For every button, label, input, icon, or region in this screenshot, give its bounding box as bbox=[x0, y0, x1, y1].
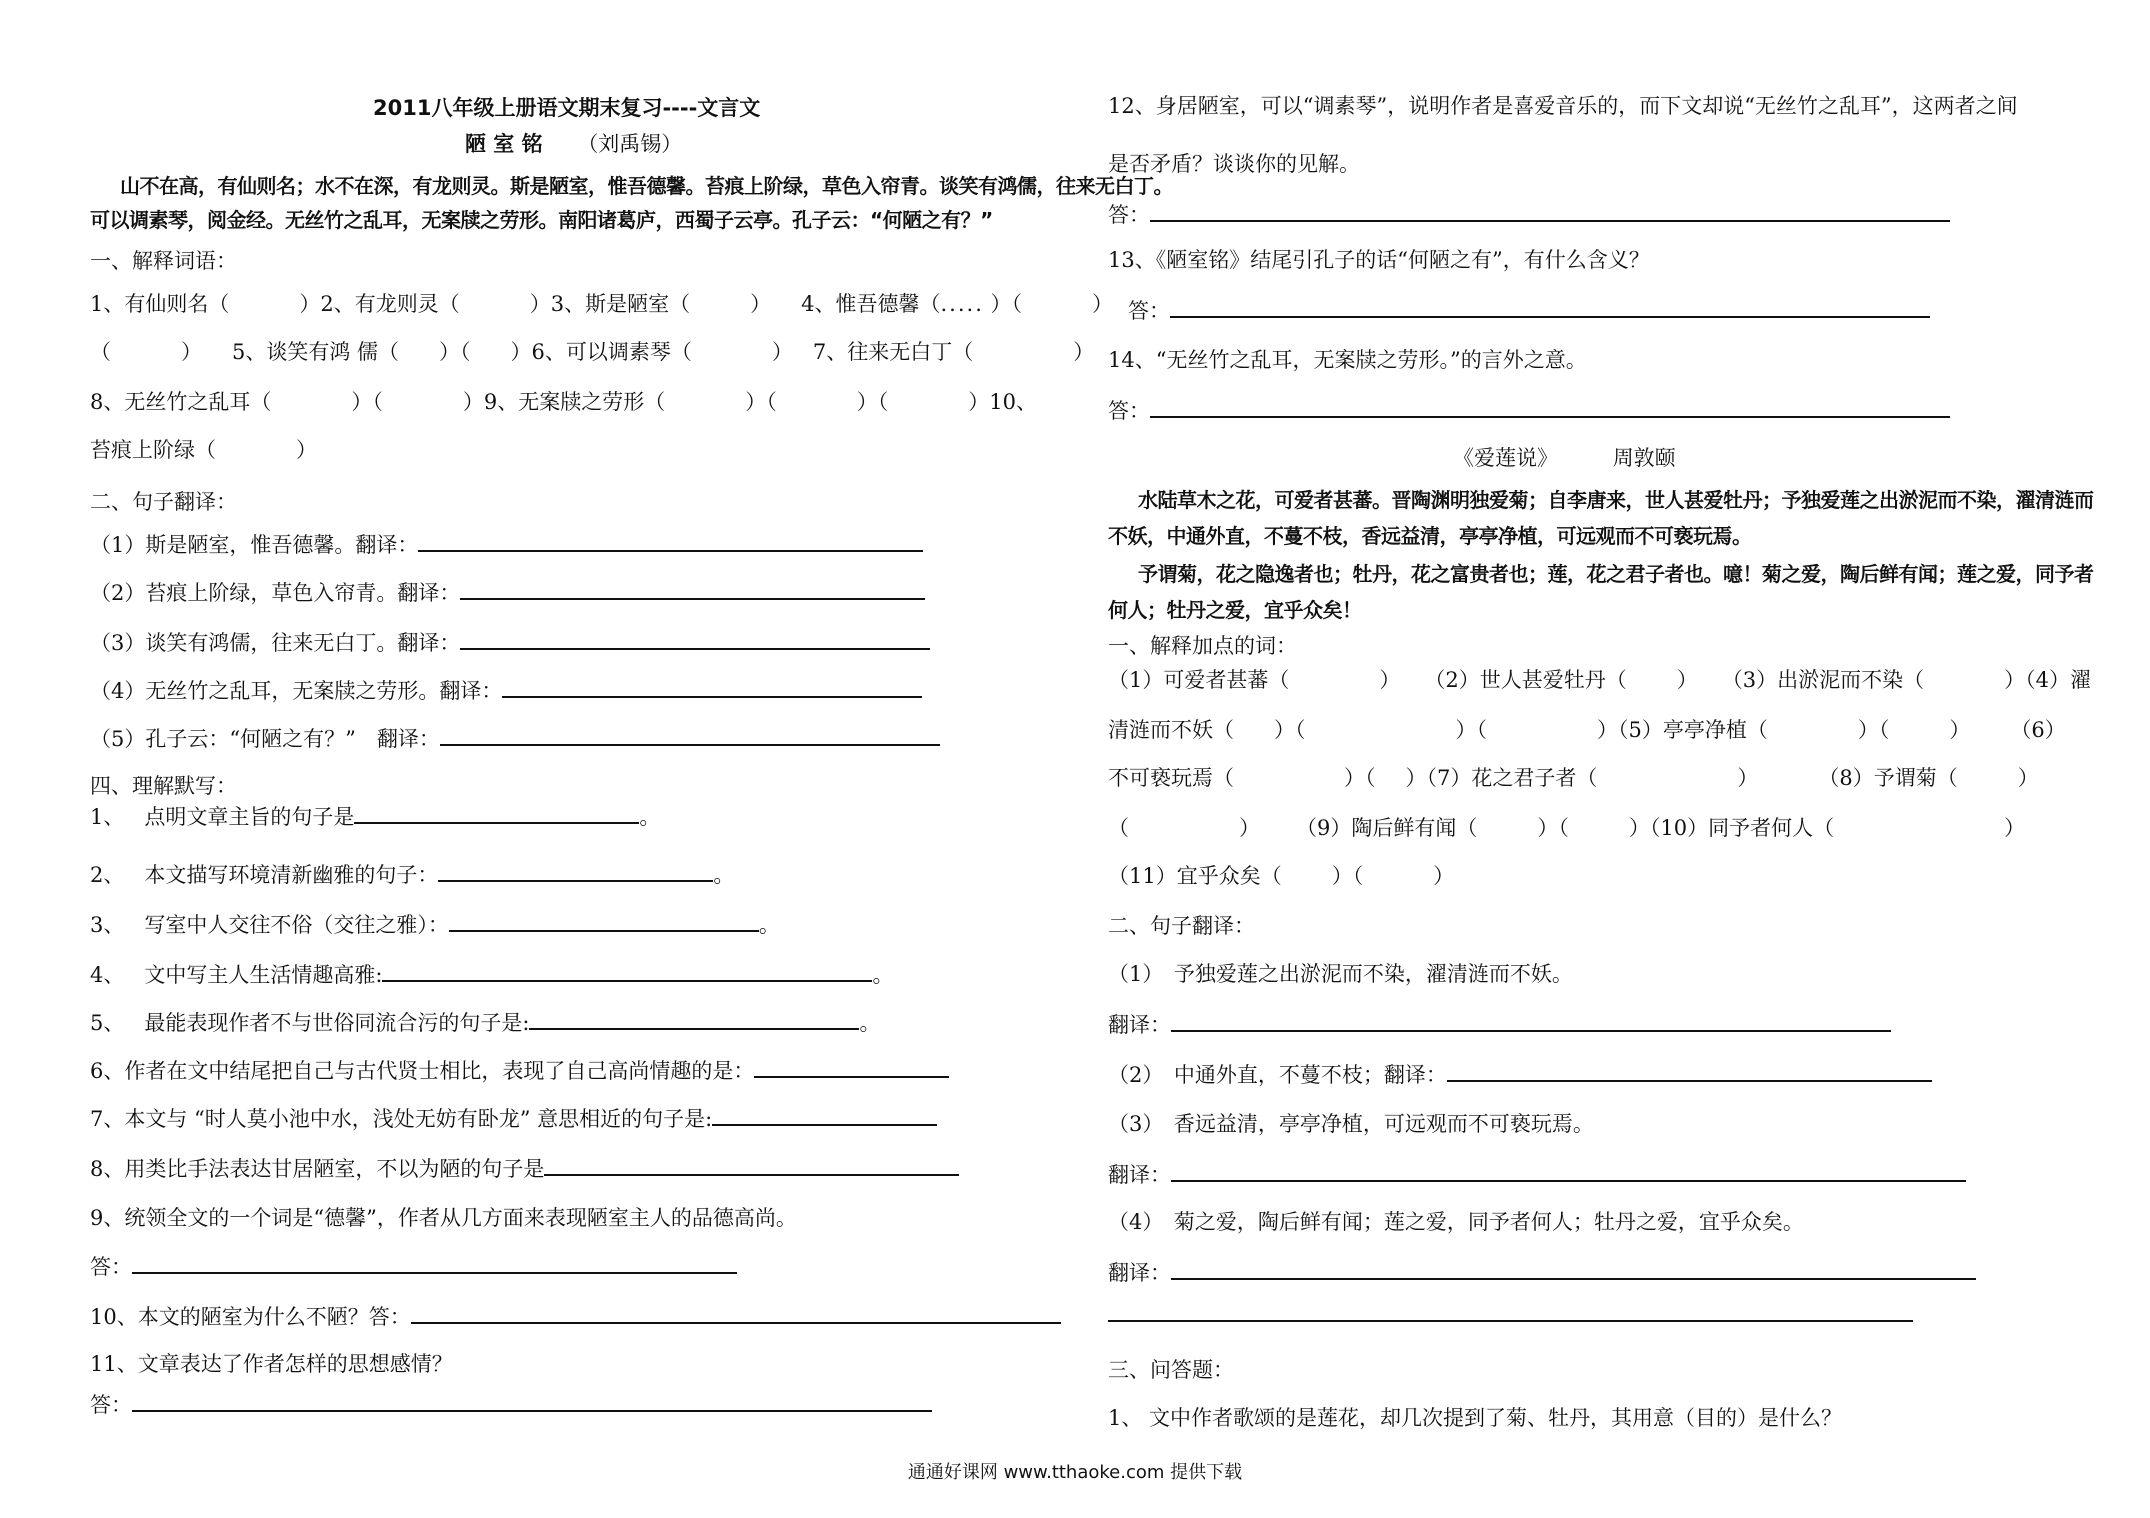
translation-answer-3 bbox=[1108, 1160, 1966, 1189]
word-item: ）（ bbox=[1274, 718, 1306, 742]
vocab-item: ）3、斯是陋室（ bbox=[529, 292, 691, 316]
word-row-5 bbox=[1108, 862, 1454, 890]
lotus-author: 周敦颐 bbox=[1612, 446, 1676, 470]
answer-blank[interactable] bbox=[382, 960, 872, 982]
lotus-title: 《爱莲说》 bbox=[1453, 446, 1558, 470]
answer-14 bbox=[1108, 396, 1950, 425]
answer-blank[interactable] bbox=[1171, 1258, 1976, 1280]
vocab-item: ） bbox=[771, 340, 793, 364]
vocab-row-4 bbox=[90, 436, 317, 464]
section-heading: 一、解释加点的词： bbox=[1108, 634, 1297, 658]
lotus-passage-line-2: 不妖，中通外直，不蔓不枝，香远益清，亭亭净植，可远观而不可亵玩焉。 bbox=[1108, 524, 1752, 548]
answer-blank[interactable] bbox=[411, 1302, 1061, 1324]
question-14: 14、“无丝竹之乱耳，无案牍之劳形。”的言外之意。 bbox=[1108, 348, 1587, 372]
footer-credit: 通通好课网 www.tthaoke.com 提供下载 bbox=[907, 1462, 1243, 1483]
answer-blank[interactable] bbox=[1150, 396, 1950, 418]
word-item: （ bbox=[1108, 816, 1129, 840]
dictation-prompt: 点明文章主旨的句子是 bbox=[144, 805, 355, 829]
answer-9 bbox=[90, 1252, 737, 1281]
answer-blank[interactable] bbox=[754, 1056, 949, 1078]
word-item: ）（ bbox=[1331, 864, 1364, 888]
vocab-item: 1、有仙则名（ bbox=[90, 292, 230, 316]
dictation-prompt: 文中写主人生活情趣高雅: bbox=[144, 963, 383, 987]
passage-line-2: 可以调素琴，阅金经。无丝竹之乱耳，无案牍之劳形。南阳诸葛庐，西蜀子云亭。孔子云：“何陋之有？” bbox=[90, 208, 993, 232]
word-row-4 bbox=[1108, 814, 2025, 842]
answer-blank[interactable] bbox=[712, 1104, 937, 1126]
section-heading: 二、句子翻译： bbox=[1108, 914, 1255, 938]
page-heading: 2011八年级上册语文期末复习----文言文 bbox=[373, 96, 761, 120]
translation-item bbox=[90, 578, 925, 607]
answer-blank[interactable] bbox=[440, 724, 940, 746]
lotus-passage-line-1: 水陆草木之花，可爱者甚蕃。晋陶渊明独爱菊；自李唐来，世人甚爱牡丹；予独爱莲之出淤泥而不染，濯清涟而 bbox=[1138, 488, 2094, 512]
question-8 bbox=[90, 1154, 959, 1183]
word-item: ） bbox=[1737, 766, 1759, 790]
word-item: （11）宜乎众矣（ bbox=[1108, 864, 1282, 888]
answer-label: 答： bbox=[1128, 299, 1170, 323]
vocab-item: ）10、 bbox=[968, 390, 1037, 414]
vocab-item: ）（ bbox=[856, 390, 889, 414]
word-item: ）（7）花之君子者（ bbox=[1405, 766, 1598, 790]
qa-question-1: 1、 文中作者歌颂的是莲花，却几次提到了菊、牡丹，其用意（目的）是什么？ bbox=[1108, 1406, 1843, 1430]
answer-label: 翻译： bbox=[1108, 1163, 1171, 1187]
answer-blank[interactable] bbox=[502, 676, 922, 698]
answer-blank[interactable] bbox=[438, 860, 713, 882]
item-number: 5、 bbox=[90, 1011, 125, 1035]
word-item: ）（ bbox=[1857, 718, 1890, 742]
translation-sentence-4: （4） 菊之爱，陶后鲜有闻；莲之爱，同予者何人；牡丹之爱，宜乎众矣。 bbox=[1108, 1210, 1804, 1234]
vocab-item: ）（ bbox=[990, 292, 1022, 316]
question-text: 8、用类比手法表达甘居陋室，不以为陋的句子是 bbox=[90, 1157, 545, 1181]
translation-item bbox=[90, 676, 922, 705]
vocab-item: ） bbox=[1092, 292, 1113, 316]
vocab-item: 4、惟吾德馨（ bbox=[801, 292, 941, 316]
answer-label: 翻译： bbox=[1108, 1261, 1171, 1285]
vocab-item: ） bbox=[181, 340, 202, 364]
translation-prompt: （5）孔子云：“何陋之有？” 翻译： bbox=[90, 727, 440, 751]
word-item: ）（ bbox=[1455, 718, 1487, 742]
vocab-item: ）（ bbox=[439, 340, 471, 364]
vocab-item: ）6、可以调素琴（ bbox=[510, 340, 692, 364]
item-number: 1、 bbox=[90, 805, 125, 829]
word-item: ）（4）濯 bbox=[2004, 668, 2091, 692]
answer-label: 翻译： bbox=[1108, 1013, 1171, 1037]
end-mark: 。 bbox=[872, 963, 894, 987]
dictation-prompt: 本文描写环境清新幽雅的句子： bbox=[144, 863, 439, 887]
lotus-passage-line-3: 予谓菊，花之隐逸者也；牡丹，花之富贵者也；莲，花之君子者也。噫！菊之爱，陶后鲜有闻；莲之爱，同予者 bbox=[1138, 562, 2094, 586]
word-item: （2）世人甚爱牡丹（ bbox=[1424, 668, 1627, 692]
lotus-passage-line-4: 何人；牡丹之爱，宜乎众矣！ bbox=[1108, 598, 1362, 622]
word-item: ） bbox=[2004, 816, 2026, 840]
word-row-1 bbox=[1108, 666, 2091, 694]
word-item: ） bbox=[1949, 718, 1971, 742]
vocab-row-2 bbox=[90, 338, 1094, 366]
vocab-item: ）（ bbox=[351, 390, 383, 414]
word-row-2 bbox=[1108, 716, 2066, 744]
section-heading: 一、解释词语： bbox=[90, 249, 237, 273]
section-heading: 四、理解默写： bbox=[90, 774, 237, 798]
item-number: 4、 bbox=[90, 963, 125, 987]
dictation-item bbox=[90, 960, 893, 989]
question-13: 13、《陋室铭》结尾引孔子的话“何陋之有”，有什么含义？ bbox=[1108, 248, 1650, 272]
vocab-item: ） bbox=[1073, 340, 1095, 364]
question-text: 10、本文的陋室为什么不陋？答： bbox=[90, 1305, 411, 1329]
question-10 bbox=[90, 1302, 1061, 1331]
dictation-item bbox=[90, 802, 660, 831]
word-item: （1）可爱者甚蕃（ bbox=[1108, 668, 1290, 692]
dictation-item bbox=[90, 1008, 880, 1037]
answer-blank[interactable] bbox=[460, 628, 930, 650]
translation-sentence-3: （3） 香远益清，亭亭净植，可远观而不可亵玩焉。 bbox=[1108, 1112, 1594, 1136]
word-item: 不可亵玩焉（ bbox=[1108, 766, 1234, 790]
word-item: ） bbox=[1379, 668, 1401, 692]
answer-label: 答： bbox=[90, 1255, 132, 1279]
lotus-title-line bbox=[1453, 444, 1676, 472]
answer-blank[interactable] bbox=[1171, 1160, 1966, 1182]
item-number: 3、 bbox=[90, 913, 125, 937]
dictation-prompt: 写室中人交往不俗（交往之雅）： bbox=[144, 913, 449, 937]
author: （刘禹锡） bbox=[577, 132, 683, 156]
vocab-row-1: 1、有仙则名（ ）2、有龙则灵（ ）3、斯是陋室（ ） 4、惟吾德馨（..... ）（ ） bbox=[90, 292, 1113, 316]
word-item: ） bbox=[1433, 864, 1455, 888]
word-item: ）（5）亭亭净植（ bbox=[1597, 718, 1768, 742]
vocab-item: 5、谈笑有鸿 儒（ bbox=[232, 340, 400, 364]
end-mark: 。 bbox=[713, 863, 735, 887]
vocab-row-3 bbox=[90, 388, 1037, 416]
answer-blank[interactable] bbox=[1170, 296, 1930, 318]
answer-blank[interactable] bbox=[1447, 1060, 1932, 1082]
end-mark: 。 bbox=[859, 1011, 881, 1035]
answer-blank[interactable] bbox=[354, 802, 639, 824]
question-12-line-1: 12、身居陋室，可以“调素琴”，说明作者是喜爱音乐的，而下文却说“无丝竹之乱耳”，这两者之间 bbox=[1108, 94, 2018, 118]
word-item: ）（ bbox=[1537, 816, 1569, 840]
end-mark: 。 bbox=[639, 805, 661, 829]
end-mark: 。 bbox=[758, 913, 780, 937]
vocab-item: ） bbox=[750, 292, 772, 316]
answer-blank[interactable] bbox=[132, 1252, 737, 1274]
question-6 bbox=[90, 1056, 949, 1085]
question-7 bbox=[90, 1104, 937, 1133]
vocab-item: ）9、无案牍之劳形（ bbox=[462, 390, 666, 414]
translation-answer-1 bbox=[1108, 1010, 1891, 1039]
extra-answer-line bbox=[1108, 1300, 1913, 1329]
answer-blank[interactable] bbox=[449, 910, 759, 932]
answer-blank[interactable] bbox=[460, 578, 925, 600]
vocab-item: 8、无丝竹之乱耳（ bbox=[90, 390, 272, 414]
vocab-item: 7、往来无白丁（ bbox=[812, 340, 974, 364]
answer-blank[interactable] bbox=[1150, 200, 1950, 222]
translation-sentence-2 bbox=[1108, 1060, 1932, 1089]
word-item: 清涟而不妖（ bbox=[1108, 718, 1234, 742]
answer-label: 答： bbox=[1108, 399, 1150, 423]
translation-sentence-1: （1） 予独爱莲之出淤泥而不染，濯清涟而不妖。 bbox=[1108, 962, 1573, 986]
passage-line-1: 山不在高，有仙则名；水不在深，有龙则灵。斯是陋室，惟吾德馨。苔痕上阶绿，草色入帘青。谈笑有鸿儒，往来无白丁。 bbox=[120, 174, 1173, 198]
subtitle-line bbox=[465, 130, 682, 158]
answer-label: 答： bbox=[90, 1393, 132, 1417]
word-item: （9）陶后鲜有闻（ bbox=[1296, 816, 1478, 840]
vocab-item: （ bbox=[90, 340, 111, 364]
vocab-item: ）（ bbox=[745, 390, 777, 414]
dictation-item bbox=[90, 860, 734, 889]
vocab-item: ）2、有龙则灵（ bbox=[299, 292, 460, 316]
question-text: 6、作者在文中结尾把自己与古代贤士相比，表现了自己高尚情趣的是： bbox=[90, 1059, 755, 1083]
answer-blank[interactable] bbox=[1171, 1010, 1891, 1032]
word-item: ）（ bbox=[1344, 766, 1376, 790]
translation-item bbox=[90, 530, 923, 559]
vocab-item: 苔痕上阶绿（ bbox=[90, 438, 216, 462]
question-12-line-2: 是否矛盾？谈谈你的见解。 bbox=[1108, 152, 1360, 176]
word-row-3 bbox=[1108, 764, 2039, 792]
translation-prompt: （4）无丝竹之乱耳，无案牍之劳形。翻译： bbox=[90, 679, 503, 703]
section-heading: 二、句子翻译： bbox=[90, 490, 237, 514]
question-text: 7、本文与 “时人莫小池中水，浅处无妨有卧龙” 意思相近的句子是: bbox=[90, 1107, 713, 1131]
vocab-item: ） bbox=[296, 438, 317, 462]
word-item: ） bbox=[1239, 816, 1260, 840]
word-item: ）（10）同予者何人（ bbox=[1628, 816, 1835, 840]
answer-label: 答： bbox=[1108, 203, 1150, 227]
translation-item bbox=[90, 724, 940, 753]
answer-blank[interactable] bbox=[529, 1008, 859, 1030]
word-item: （3）出淤泥而不染（ bbox=[1721, 668, 1925, 692]
answer-12 bbox=[1108, 200, 1950, 229]
translation-prompt: （1）斯是陋室，惟吾德馨。翻译： bbox=[90, 533, 419, 557]
dictation-item bbox=[90, 910, 780, 939]
dictation-prompt: 最能表现作者不与世俗同流合污的句子是: bbox=[144, 1011, 530, 1035]
question-9: 9、统领全文的一个词是“德馨”，作者从几方面来表现陋室主人的品德高尚。 bbox=[90, 1206, 797, 1230]
answer-blank[interactable] bbox=[544, 1154, 959, 1176]
word-item: （6） bbox=[2010, 718, 2066, 742]
word-item: ） bbox=[2017, 766, 2039, 790]
answer-blank[interactable] bbox=[1108, 1300, 1913, 1322]
answer-blank[interactable] bbox=[132, 1390, 932, 1412]
section-heading: 三、问答题： bbox=[1108, 1358, 1234, 1382]
translation-prompt: （2）苔痕上阶绿，草色入帘青。翻译： bbox=[90, 581, 461, 605]
word-item: （8）予谓菊（ bbox=[1818, 766, 1958, 790]
translation-item bbox=[90, 628, 930, 657]
answer-13 bbox=[1128, 296, 1930, 325]
word-item: ） bbox=[1676, 668, 1698, 692]
translation-prompt: （3）谈笑有鸿儒，往来无白丁。翻译： bbox=[90, 631, 461, 655]
item-number: 2、 bbox=[90, 863, 125, 887]
answer-blank[interactable] bbox=[418, 530, 923, 552]
answer-11 bbox=[90, 1390, 932, 1419]
translation-prompt: （2） 中通外直，不蔓不枝；翻译： bbox=[1108, 1063, 1447, 1087]
question-11: 11、文章表达了作者怎样的思想感情？ bbox=[90, 1352, 453, 1376]
subtitle: 陋 室 铭 bbox=[465, 132, 543, 156]
translation-answer-4 bbox=[1108, 1258, 1976, 1287]
